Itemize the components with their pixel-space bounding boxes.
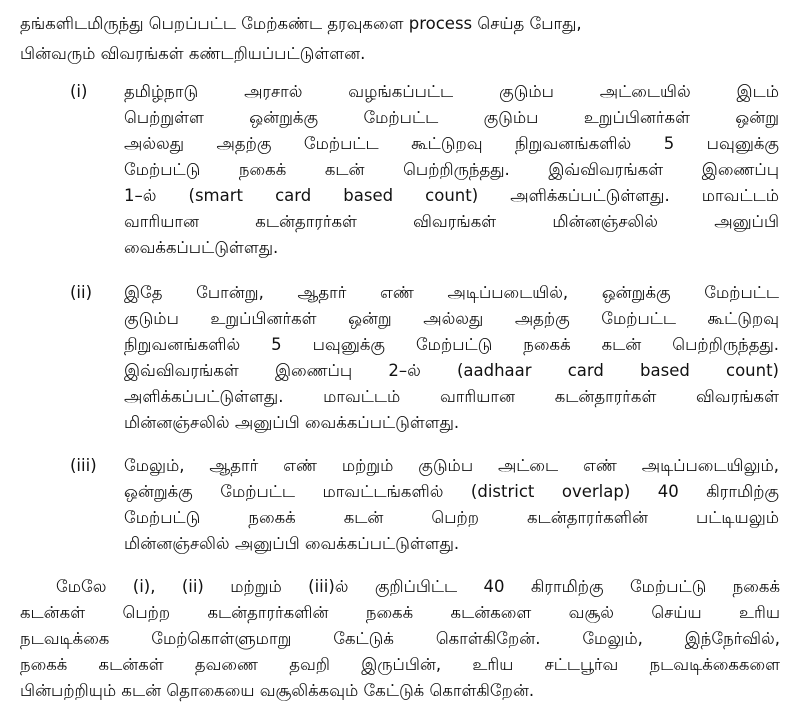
item-1-line-6: வாரியான கடன்தாரர்கள் விவரங்கள் மின்னஞ்சலில் அனுப்பி [124,212,779,231]
closing-line-1: மேலே (i), (ii) மற்றும் (iii)ல் குறிப்பிட்ட 40 கிராமிற்கு மேற்பட்டு நகைக் [56,577,780,596]
item-2-line-2: குடும்ப உறுப்பினர்கள் ஒன்று அல்லது அதற்கு மேற்பட்ட கூட்டுறவு [124,309,779,328]
item-1-number: (i) [70,82,88,101]
item-3-line-1: மேலும், ஆதார் எண் மற்றும் குடும்ப அட்டை எண் அடிப்படையிலும், [124,456,779,475]
item-1-line-2: பெற்றுள்ள ஒன்றுக்கு மேற்பட்ட குடும்ப உறுப்பினர்கள் ஒன்று [124,108,779,127]
item-2-line-5: அளிக்கப்பட்டுள்ளது. மாவட்டம் வாரியான கடன்தாரர்கள் விவரங்கள் [124,387,779,406]
item-1-line-1: தமிழ்நாடு அரசால் வழங்கப்பட்ட குடும்ப அட்டையில் இடம் [124,82,779,101]
closing-line-2: கடன்கள் பெற்ற கடன்தாரர்களின் நகைக் கடன்களை வசூல் செய்ய உரிய [20,603,780,622]
item-3-number: (iii) [70,456,97,475]
item-3-line-2: ஒன்றுக்கு மேற்பட்ட மாவட்டங்களில் (district overlap) 40 கிராமிற்கு [124,482,779,501]
item-1-line-3: அல்லது அதற்கு மேற்பட்ட கூட்டுறவு நிறுவனங்களில் 5 பவுனுக்கு [124,134,779,153]
item-1-line-5: 1–ல் (smart card based count) அளிக்கப்பட்டுள்ளது. மாவட்டம் [124,186,779,205]
closing-line-3: நடவடிக்கை மேற்கொள்ளுமாறு கேட்டுக் கொள்கிறேன். மேலும், இந்நேர்வில், [20,629,780,648]
item-2-number: (ii) [70,283,93,302]
item-2-line-1: இதே போன்று, ஆதார் எண் அடிப்படையில், ஒன்றுக்கு மேற்பட்ட [124,283,779,302]
item-1-line-4: மேற்பட்டு நகைக் கடன் பெற்றிருந்தது. இவ்விவரங்கள் இணைப்பு [124,160,779,179]
closing-line-5: பின்பற்றியும் கடன் தொகையை வசூலிக்கவும் கேட்டுக் கொள்கிறேன். [20,681,535,700]
item-2-line-3: நிறுவனங்களில் 5 பவுனுக்கு மேற்பட்டு நகைக் கடன் பெற்றிருந்தது. [124,335,779,354]
intro-line-1: தங்களிடமிருந்து பெறப்பட்ட மேற்கண்ட தரவுகளை process செய்த போது, [20,14,582,33]
item-2-line-6: மின்னஞ்சலில் அனுப்பி வைக்கப்பட்டுள்ளது. [124,413,460,432]
item-3-line-3: மேற்பட்டு நகைக் கடன் பெற்ற கடன்தாரர்களின் பட்டியலும் [124,508,779,527]
closing-line-4: நகைக் கடன்கள் தவணை தவறி இருப்பின், உரிய சட்டபூர்வ நடவடிக்கைகளை [20,655,780,674]
item-2-line-4: இவ்விவரங்கள் இணைப்பு 2–ல் (aadhaar card based count) [124,361,779,380]
intro-line-2: பின்வரும் விவரங்கள் கண்டறியப்பட்டுள்ளன. [20,44,366,63]
item-1-line-7: வைக்கப்பட்டுள்ளது. [124,238,279,257]
item-3-line-4: மின்னஞ்சலில் அனுப்பி வைக்கப்பட்டுள்ளது. [124,534,460,553]
